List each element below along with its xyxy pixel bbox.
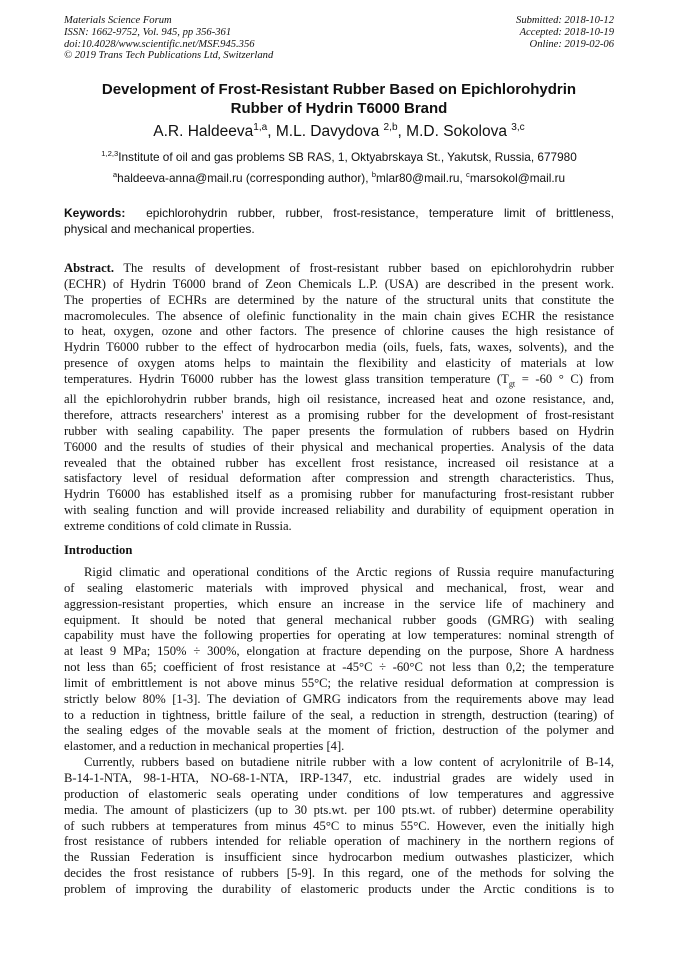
- text-segment: temperatures. Hydrin T6000 rubber has the lowest glass transition temperature (T: [64, 371, 509, 386]
- email-marker: c: [466, 170, 470, 180]
- title-line: Rubber of Hydrin T6000 Brand: [230, 100, 448, 117]
- text-line: to a reduction in tightness, brittle failure of the seal, a reduction in strength, destruction (tearing) of: [64, 707, 614, 722]
- text-segment: = -60 ° C) from: [515, 371, 615, 386]
- text-line: extreme conditions of cold climate in Russia.: [64, 519, 292, 534]
- accepted-date: Accepted: 2018-10-19: [519, 26, 614, 38]
- text-line: presence of oxygen atoms helps to maintain the flexibility and elasticity of materials at low: [64, 356, 614, 371]
- author-affil: 3,c: [511, 121, 525, 133]
- separator: ,: [267, 123, 276, 140]
- text-line: Currently, rubbers based on butadiene nitrile rubber with a low content of acrylonitrile of B-14,: [84, 755, 614, 770]
- doi-line: doi:10.4028/www.scientific.net/MSF.945.356: [64, 38, 255, 50]
- abstract: [64, 261, 614, 535]
- text-line: at least 9 MPa; 150% ÷ 300%, elongation at fracture depending on the purpose, Shore A hardness: [64, 644, 614, 659]
- email: mlar80@mail.ru,: [376, 171, 467, 185]
- text-line: of sealing elastomeric materials with improved physical and mechanical, frost, wear and: [64, 580, 614, 595]
- text-line: all the epichlorohydrin rubber brands, high oil resistance, increased heat and ozone resistance, and,: [64, 392, 614, 407]
- text-line: capability must have the following properties for operating at low temperatures: nominal strength of: [64, 628, 614, 643]
- affil-text: Institute of oil and gas problems SB RAS, 1, Oktyabrskaya St., Yakutsk, Russia, 677980: [118, 150, 577, 164]
- text-line: problem of improving the durability of elastomeric products under the Arctic conditions is to: [64, 881, 614, 896]
- issn-line: ISSN: 1662-9752, Vol. 945, pp 356-361: [64, 26, 232, 38]
- author-name: M.L. Davydova: [275, 123, 384, 140]
- author-affil: 1,a: [253, 121, 268, 133]
- keywords-text: physical and mechanical properties.: [64, 222, 255, 236]
- keywords-text: epichlorohydrin rubber, rubber, frost-resistance, temperature limit of brittleness,: [146, 206, 615, 220]
- text-line: of such rubbers at temperatures from minus 45°C to minus 55°C. However, even the initially high: [64, 818, 614, 833]
- text-line: elastomer, and a reduction in mechanical properties [4].: [64, 739, 345, 754]
- text-line: to heat, oxygen, ozone and other factors. The presence of chlorine causes the high resistance of: [64, 324, 614, 339]
- author-list: [64, 123, 614, 141]
- dates-info: [516, 15, 614, 50]
- section-heading-introduction: Introduction: [64, 543, 133, 557]
- text-line: revealed that the obtained rubber has excellent frost resistance, increased oil resistance at a: [64, 455, 614, 470]
- online-date: Online: 2019-02-06: [529, 38, 614, 50]
- copyright-line: © 2019 Trans Tech Publications Ltd, Switzerland: [64, 50, 274, 62]
- abstract-line: The results of development of frost-resistant rubber based on epichlorohydrin rubber: [114, 261, 614, 275]
- affiliation: [64, 150, 614, 164]
- email: haldeeva-anna@mail.ru (corresponding author),: [117, 171, 372, 185]
- text-line: strictly below 80% [1-3]. The deviation of GMRG indicators from the requirements above may lead: [64, 691, 614, 706]
- text-line: media. The amount of plasticizers (up to 30 pts.wt. per 100 pts.wt. of rubber) determine operability: [64, 802, 614, 817]
- submitted-date: Submitted: 2018-10-12: [516, 15, 614, 26]
- text-line: rubber with sealing capability. The paper presents the formulation of rubbers based on Hydrin: [64, 423, 614, 438]
- keywords: [64, 205, 614, 237]
- journal-info: [64, 15, 273, 62]
- subscript: gt: [508, 379, 516, 389]
- introduction-body: [64, 565, 614, 898]
- email-marker: b: [371, 170, 377, 180]
- abstract-label: Abstract.: [64, 261, 115, 275]
- text-line: Rigid climatic and operational conditions of the Arctic regions of Russia require manufacturing: [84, 565, 614, 579]
- text-line: frost resistance of rubbers intended for reliable operation of machinery in the northern regions of: [64, 834, 614, 849]
- text-line: T6000 and the results of studies of their physical and mechanical properties. Analysis of the data: [64, 439, 614, 454]
- text-line: production of elastomeric seals operating under conditions of low temperatures and aggressive: [64, 786, 614, 801]
- author-name: A.R. Haldeeva: [153, 123, 254, 140]
- title-line: Development of Frost-Resistant Rubber Based on Epichlorohydrin: [101, 81, 577, 98]
- text-line: (ECHR) of Hydrin T6000 brand of Zeon Chemicals L.P. (USA) are described in the present work.: [64, 276, 614, 291]
- text-line: Hydrin T6000 has established itself as a promising rubber for manufacturing frost-resistant rubber: [64, 487, 614, 502]
- email: marsokol@mail.ru: [469, 171, 566, 185]
- paper-title: [64, 80, 614, 118]
- affil-marker: 1,2,3: [101, 149, 119, 159]
- author-affil: 2,b: [383, 121, 398, 133]
- text-line: therefore, attracts researchers' interest as a promising rubber for the development of frost-resistant: [64, 408, 614, 423]
- text-line: macromolecules. The absence of olefinic functionality in the main chain gives ECHR the resistance: [64, 308, 614, 323]
- email-marker: a: [112, 170, 118, 180]
- text-line: [64, 372, 614, 392]
- journal-name: Materials Science Forum: [64, 15, 172, 26]
- keywords-label: Keywords:: [64, 206, 126, 220]
- text-line: The properties of ECHRs are determined by the nature of the structural units that constitute the: [64, 292, 614, 307]
- text-line: satisfactory level of residual deformation after compression and strength characteristics. Thus,: [64, 471, 614, 486]
- emails: [64, 171, 614, 185]
- text-line: aggression-resistant properties, which ensure an increase in the service life of machinery and: [64, 596, 614, 611]
- text-line: not less than 65; coefficient of frost resistance at -45°C ÷ -60°C not less than 0,2; the temperature: [64, 660, 614, 675]
- text-line: the Russian Federation is insufficient since hydrocarbon medium outwashes plasticizer, which: [64, 850, 614, 865]
- text-line: decides the frost resistance of rubbers [5-9]. In this regard, one of the methods for solving the: [64, 866, 614, 881]
- author-name: M.D. Sokolova: [406, 123, 512, 140]
- text-line: with sealing function and will provide increased reliability and durability of equipment operation in: [64, 503, 614, 518]
- separator: ,: [397, 123, 407, 140]
- text-line: equipment. It should be noted that general mechanical rubber goods (GMRG) with sealing: [64, 612, 614, 627]
- text-line: the sealing edges of the movable seals at the moment of friction, destruction of the polymer and: [64, 723, 614, 738]
- text-line: limit of embrittlement is not above minus 55°C; the relative residual deformation at compression is: [64, 675, 614, 690]
- text-line: B-14-1-NTA, 98-1-HTA, NO-68-1-NTA, IRP-1347, etc. industrial grades are widely used in: [64, 770, 614, 785]
- text-line: Hydrin T6000 rubber to the effect of hydrocarbon media (oils, fuels, fats, waxes, solvents), and the: [64, 340, 614, 355]
